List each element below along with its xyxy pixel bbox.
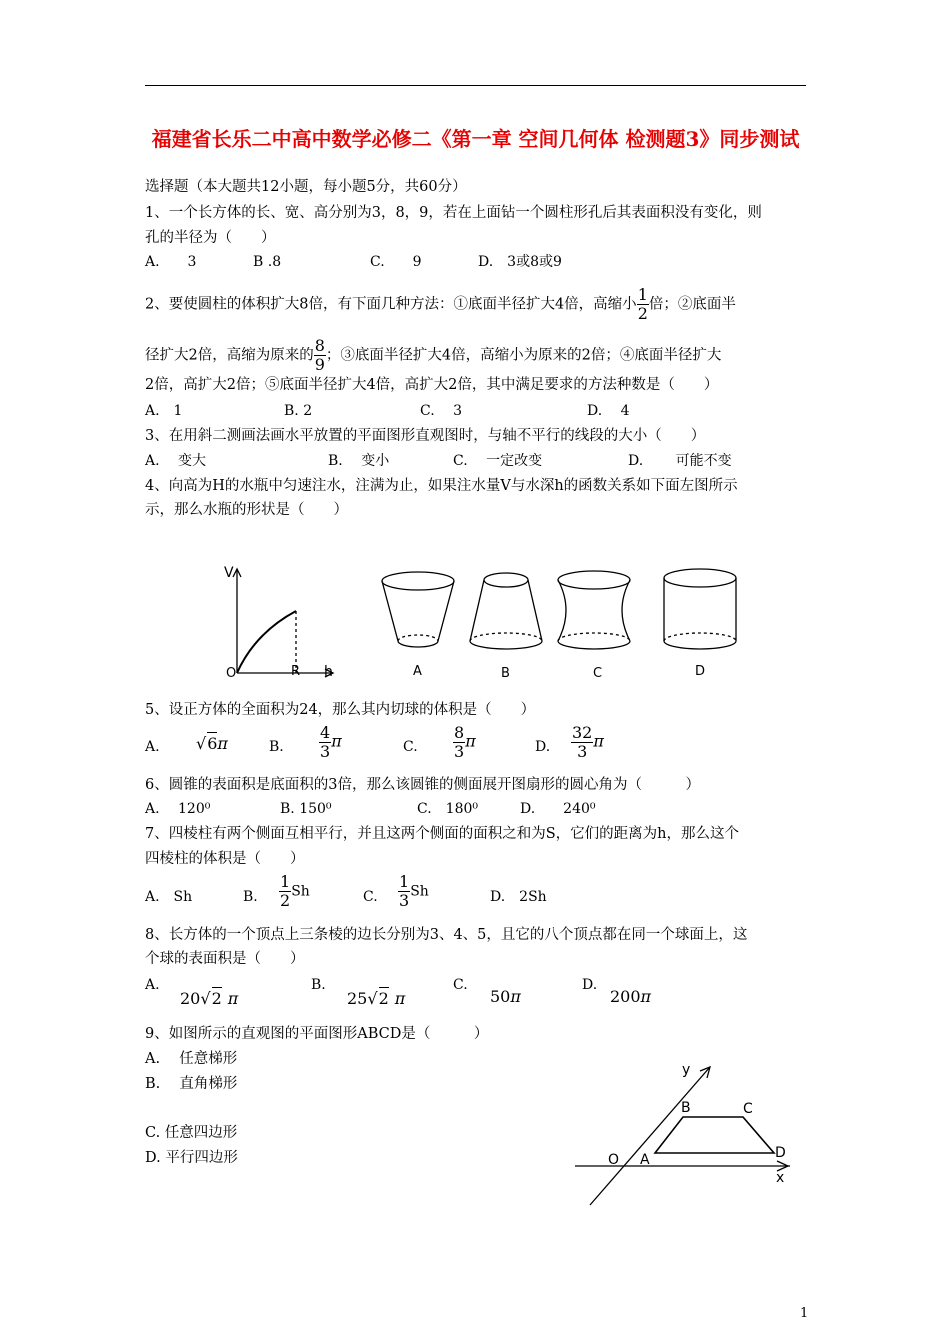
q5-option-d-value bbox=[571, 724, 604, 761]
frac-num: 1 bbox=[280, 872, 291, 891]
graph-origin-label: O bbox=[226, 666, 237, 681]
q1-option-d: D. 3或8或9 bbox=[478, 254, 562, 270]
point-b-label: B bbox=[681, 1100, 691, 1116]
q2-option-b: B. 2 bbox=[284, 403, 313, 419]
bottle-d bbox=[664, 569, 736, 649]
frac-den: 2 bbox=[637, 304, 648, 323]
q6-option-c: C. 180⁰ bbox=[417, 801, 478, 817]
document-title: 福建省长乐二中高中数学必修二《第一章 空间几何体 检测题3》同步测试 bbox=[151, 127, 800, 151]
bottle-b-label: B bbox=[501, 666, 510, 681]
trapezoid-abcd bbox=[655, 1117, 774, 1153]
sqrt-radicand: 2 bbox=[378, 989, 389, 1008]
frac-den: 3 bbox=[399, 891, 410, 910]
q2-text: ；③底面半径扩大4倍，高缩小为原来的2倍；④底面半径扩大 bbox=[325, 347, 722, 364]
q7-option-a: A. Sh bbox=[145, 889, 193, 905]
q8-option-d-value bbox=[610, 987, 651, 1007]
frac-den: 2 bbox=[280, 891, 291, 910]
pi-symbol: π bbox=[227, 989, 239, 1008]
bottle-c bbox=[558, 571, 630, 649]
frac-num: 4 bbox=[320, 723, 331, 742]
q1-option-c: C. 9 bbox=[370, 254, 422, 270]
sqrt-radicand: 6 bbox=[207, 734, 218, 753]
frac-num: 32 bbox=[572, 723, 593, 742]
q3-stem: 3、在用斜二测画法画水平放置的平面图形直观图时，与轴不平行的线段的大小（ ） bbox=[145, 428, 706, 444]
frac-num: 8 bbox=[314, 336, 325, 355]
pi-symbol: π bbox=[465, 731, 476, 751]
q3-option-a: A. 变大 bbox=[145, 453, 207, 469]
q4-stem-cont: 示，那么水瓶的形状是（ ） bbox=[145, 502, 348, 518]
frac-den: 3 bbox=[320, 742, 331, 761]
q6-stem: 6、圆锥的表面积是底面积的3倍，那么该圆锥的侧面展开图扇形的圆心角为（ ） bbox=[145, 777, 700, 793]
q7-option-d: D. 2Sh bbox=[490, 889, 547, 905]
q8-stem-cont: 个球的表面积是（ ） bbox=[145, 951, 305, 967]
graph-y-label: V bbox=[224, 565, 234, 581]
q2-option-d: D. 4 bbox=[587, 403, 630, 419]
q2-option-a: A. 1 bbox=[145, 403, 183, 419]
q6-option-a: A. 120⁰ bbox=[145, 801, 211, 817]
q8-option-c-value bbox=[490, 987, 521, 1007]
header-rule bbox=[145, 85, 806, 86]
q8-option-c: C. bbox=[453, 977, 468, 993]
axis-y-label: y bbox=[682, 1062, 691, 1078]
coef: 200 bbox=[610, 987, 641, 1006]
q2-option-c: C. 3 bbox=[420, 403, 463, 419]
q2-stem-line1 bbox=[145, 286, 736, 323]
coef: 50 bbox=[490, 987, 511, 1006]
q5-stem: 5、设正方体的全面积为24，那么其内切球的体积是（ ） bbox=[145, 702, 536, 718]
page-number: 1 bbox=[800, 1306, 809, 1321]
q2-text: 倍；②底面半 bbox=[648, 296, 736, 313]
q1-option-b: B .8 bbox=[253, 254, 282, 270]
q3-option-d: D. 可能不变 bbox=[628, 453, 732, 469]
q8-option-a: A. bbox=[145, 977, 160, 993]
q2-fraction-eight-ninths bbox=[314, 337, 326, 374]
q2-text: 径扩大2倍，高缩为原来的 bbox=[145, 347, 314, 364]
q6-option-d: D. 240⁰ bbox=[520, 801, 596, 817]
section-heading: 选择题（本大题共12小题，每小题5分，共60分） bbox=[145, 179, 467, 195]
bottle-a-label: A bbox=[413, 664, 422, 679]
option-suffix: Sh bbox=[410, 883, 429, 900]
sqrt-radicand: 2 bbox=[211, 989, 222, 1008]
q2-stem-line3: 2倍，高扩大2倍；⑤底面半径扩大4倍，高扩大2倍，其中满足要求的方法种数是（ ） bbox=[145, 377, 719, 393]
q7-option-b-value bbox=[279, 873, 310, 910]
q9-figure bbox=[570, 1055, 800, 1215]
origin-label: O bbox=[608, 1152, 620, 1168]
vh-graph bbox=[233, 569, 333, 677]
q8-option-b-value: 25√2 π bbox=[347, 989, 406, 1008]
q8-option-b: B. bbox=[311, 977, 326, 993]
q2-fraction-half bbox=[637, 286, 649, 323]
pi-symbol: π bbox=[394, 989, 406, 1008]
q5-option-a-value: √6π bbox=[196, 734, 228, 753]
q9-option-a: A. 任意梯形 bbox=[145, 1051, 238, 1067]
q8-stem: 8、长方体的一个顶点上三条棱的边长分别为3、4、5，且它的八个顶点都在同一个球面上，这 bbox=[145, 927, 748, 943]
point-c-label: C bbox=[743, 1101, 753, 1117]
bottle-a bbox=[382, 572, 454, 647]
axis-x-label: x bbox=[776, 1170, 785, 1186]
pi-symbol: π bbox=[331, 731, 342, 751]
q2-stem-line2 bbox=[145, 337, 721, 374]
point-d-label: D bbox=[775, 1145, 786, 1161]
pi-symbol: π bbox=[217, 734, 228, 753]
option-suffix: Sh bbox=[291, 883, 310, 900]
q1-stem-cont: 孔的半径为（ ） bbox=[145, 230, 276, 246]
q3-option-c: C. 一定改变 bbox=[453, 453, 543, 469]
frac-den: 9 bbox=[314, 355, 325, 374]
q6-option-b: B. 150⁰ bbox=[280, 801, 332, 817]
q3-option-b: B. 变小 bbox=[328, 453, 390, 469]
graph-tick-label: R bbox=[291, 664, 301, 679]
q7-stem: 7、四棱柱有两个侧面互相平行，并且这两个侧面的面积之和为S，它们的距离为h，那么这个 bbox=[145, 826, 739, 842]
frac-num: 1 bbox=[399, 872, 410, 891]
q5-option-c-value bbox=[453, 724, 476, 761]
q2-text: 2、要使圆柱的体积扩大8倍，有下面几种方法：①底面半径扩大4倍，高缩小 bbox=[145, 296, 637, 313]
graph-x-label: h bbox=[324, 664, 333, 680]
q7-option-b: B. bbox=[243, 889, 258, 905]
bottle-b bbox=[470, 573, 542, 649]
coef: 25 bbox=[347, 989, 368, 1008]
q9-option-b: B. 直角梯形 bbox=[145, 1076, 238, 1092]
q1-option-a: A. 3 bbox=[145, 254, 197, 270]
q9-stem: 9、如图所示的直观图的平面图形ABCD是（ ） bbox=[145, 1026, 489, 1042]
pi-symbol: π bbox=[640, 987, 652, 1006]
q7-option-c: C. bbox=[363, 889, 378, 905]
q5-option-b-value bbox=[319, 724, 342, 761]
q5-option-a: A. bbox=[145, 739, 160, 755]
q5-option-c: C. bbox=[403, 739, 418, 755]
point-a-label: A bbox=[640, 1152, 650, 1168]
q7-stem-cont: 四棱柱的体积是（ ） bbox=[145, 851, 305, 867]
axes bbox=[575, 1067, 790, 1205]
pi-symbol: π bbox=[593, 731, 604, 751]
q9-option-d: D. 平行四边形 bbox=[145, 1150, 238, 1166]
q1-stem: 1、一个长方体的长、宽、高分别为3，8，9，若在上面钻一个圆柱形孔后其表面积没有变化，则 bbox=[145, 205, 762, 221]
frac-den: 3 bbox=[454, 742, 465, 761]
bottle-d-label: D bbox=[695, 664, 706, 679]
q4-stem: 4、向高为H的水瓶中匀速注水，注满为止，如果注水量V与水深h的函数关系如下面左图所示 bbox=[145, 478, 738, 494]
q7-option-c-value bbox=[398, 873, 429, 910]
q5-option-b: B. bbox=[269, 739, 284, 755]
q8-option-a-value: 20√2 π bbox=[180, 989, 239, 1008]
q9-option-c: C. 任意四边形 bbox=[145, 1125, 238, 1141]
coef: 20 bbox=[180, 989, 201, 1008]
frac-den: 3 bbox=[577, 742, 588, 761]
q5-option-d: D. bbox=[535, 739, 551, 755]
bottle-c-label: C bbox=[593, 666, 603, 681]
frac-num: 8 bbox=[454, 723, 465, 742]
frac-num: 1 bbox=[637, 285, 648, 304]
q4-figure bbox=[210, 555, 750, 690]
q8-option-d: D. bbox=[582, 977, 598, 993]
pi-symbol: π bbox=[510, 987, 521, 1006]
